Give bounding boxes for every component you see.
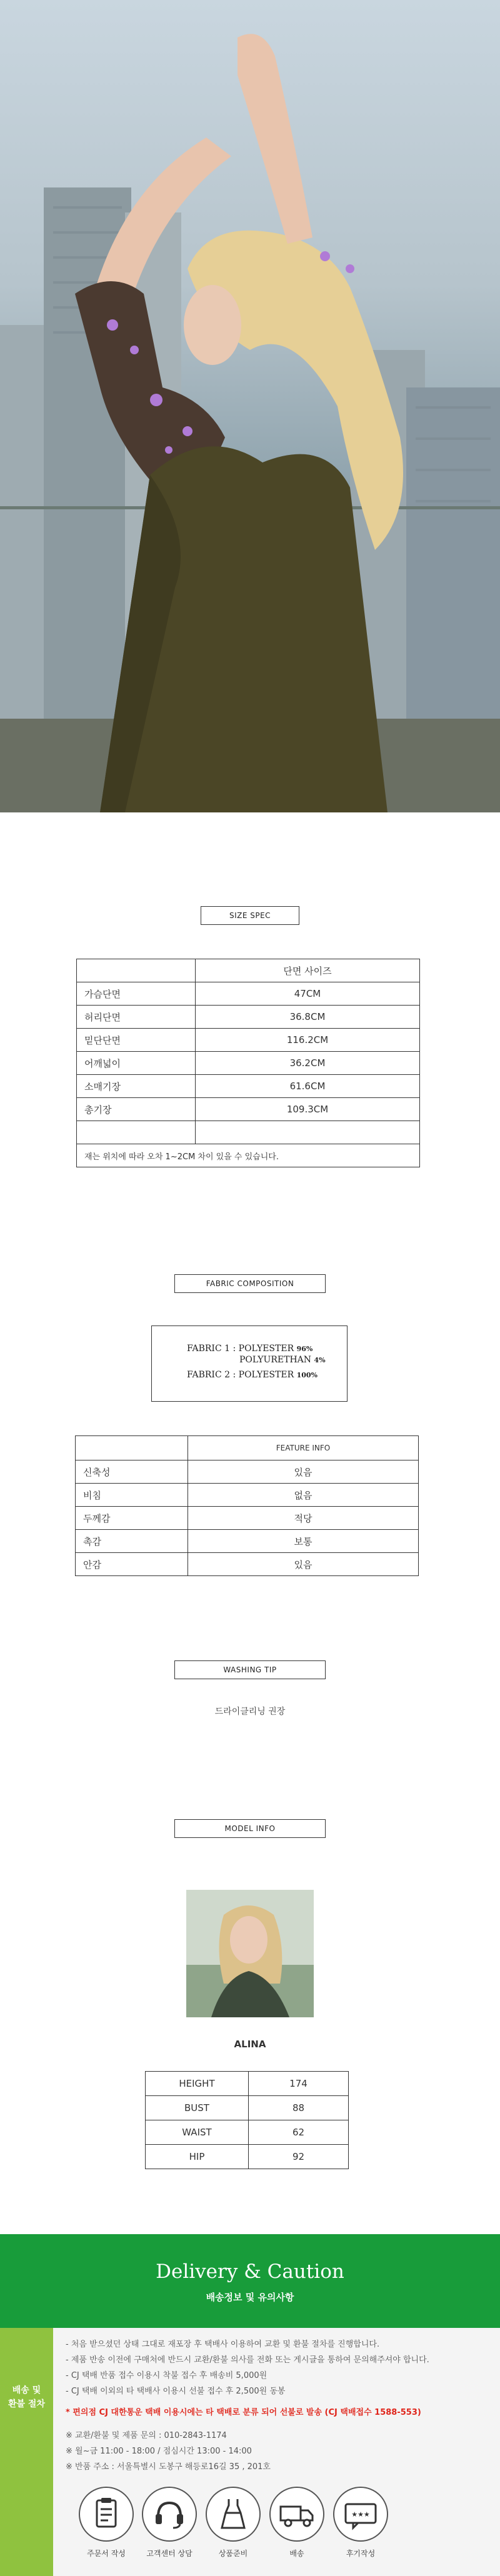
washing-title: WASHING TIP (0, 1660, 500, 1679)
row-value: 36.8CM (196, 1006, 420, 1029)
step-label: 후기작성 (346, 2549, 376, 2558)
caution-note: - 처음 받으셨던 상태 그대로 재포장 후 택배사 이용하여 교환 및 환불 절차를 진행합니다. (66, 2340, 380, 2349)
row-label: 비침 (76, 1484, 188, 1507)
table-cell (196, 1121, 420, 1144)
table-cell (77, 959, 196, 982)
row-label: WAIST (146, 2120, 249, 2145)
caution-contacts (66, 2428, 497, 2475)
table-cell (76, 1436, 188, 1460)
table-row (146, 2145, 349, 2169)
step-label: 고객센터 상담 (146, 2549, 192, 2558)
hero-illustration (0, 0, 500, 812)
fabric-line-1-label: FABRIC 1 : POLYESTER (187, 1344, 294, 1354)
row-label: HEIGHT (146, 2072, 249, 2096)
row-value: 61.6CM (196, 1075, 420, 1098)
row-value: 92 (249, 2145, 349, 2169)
table-row (77, 1144, 420, 1167)
table-row (77, 959, 420, 982)
row-label: 촉감 (76, 1530, 188, 1553)
feature-info-header: FEATURE INFO (188, 1436, 419, 1460)
row-value: 88 (249, 2096, 349, 2120)
review-icon (333, 2487, 388, 2542)
table-row (77, 1052, 420, 1075)
table-row (77, 1029, 420, 1052)
caution-side-label-line-2: 환불 절차 (8, 2399, 45, 2409)
model-illustration (186, 1890, 314, 2017)
size-spec-table (76, 959, 420, 1167)
row-label: 허리단면 (77, 1006, 196, 1029)
contact-line: ※ 월~금 11:00 - 18:00 / 점심시간 13:00 - 14:00 (66, 2447, 252, 2456)
table-row (77, 982, 420, 1006)
row-label: 두께감 (76, 1507, 188, 1530)
fabric-title: FABRIC COMPOSITION (0, 1274, 500, 1293)
row-value: 없음 (188, 1484, 419, 1507)
caution-note: - CJ 택배 반품 접수 이용시 착불 접수 후 배송비 5,000원 (66, 2371, 268, 2380)
row-value: 있음 (188, 1460, 419, 1484)
row-label: 총기장 (77, 1098, 196, 1121)
table-row (76, 1507, 419, 1530)
caution-note: - CJ 택배 이외의 타 택배사 이용시 선불 접수 후 2,500원 동봉 (66, 2387, 286, 2396)
caution-side-label (0, 2328, 53, 2576)
row-label: 가슴단면 (77, 982, 196, 1006)
table-row (77, 1006, 420, 1029)
row-value: 있음 (188, 1553, 419, 1576)
fabric-composition-box (151, 1325, 348, 1402)
row-value: 62 (249, 2120, 349, 2145)
row-value: 36.2CM (196, 1052, 420, 1075)
row-label: 소매기장 (77, 1075, 196, 1098)
row-value: 116.2CM (196, 1029, 420, 1052)
headset-icon (142, 2487, 197, 2542)
model-info-title: MODEL INFO (0, 1819, 500, 1838)
truck-icon (269, 2487, 324, 2542)
table-cell (77, 1121, 196, 1144)
caution-notes (66, 2337, 497, 2399)
table-row (76, 1553, 419, 1576)
row-value: 174 (249, 2072, 349, 2096)
fabric-line-2-label: POLYURETHAN (239, 1355, 312, 1365)
step-label: 상품준비 (218, 2549, 248, 2558)
table-row (76, 1436, 419, 1460)
fabric-line-3-label: FABRIC 2 : POLYESTER (187, 1370, 294, 1380)
step-label: 배송 (289, 2549, 304, 2558)
row-label: 어깨넓이 (77, 1052, 196, 1075)
caution-body (53, 2328, 500, 2576)
size-note: 재는 위치에 따라 오차 1~2CM 차이 있을 수 있습니다. (77, 1144, 420, 1167)
caution-side-label-line-1: 배송 및 (12, 2385, 41, 2395)
washing-tip-text: 드라이클리닝 권장 (214, 1707, 286, 1717)
table-row (76, 1460, 419, 1484)
table-row (77, 1075, 420, 1098)
row-value: 적당 (188, 1507, 419, 1530)
order-form-icon (79, 2487, 134, 2542)
dress-icon (206, 2487, 261, 2542)
hero-product-photo (0, 0, 500, 812)
table-row (77, 1098, 420, 1121)
table-row (146, 2096, 349, 2120)
caution-note: - 제품 반송 이전에 구매처에 반드시 교환/환불 의사를 전화 또는 게시글을 통하여 문의해주셔야 합니다. (66, 2355, 429, 2365)
step-review (323, 2487, 398, 2559)
row-label: 신축성 (76, 1460, 188, 1484)
step-label: 주문서 작성 (87, 2549, 126, 2558)
model-photo (186, 1890, 314, 2017)
delivery-subtitle: 배송정보 및 유의사항 (206, 2292, 294, 2303)
delivery-banner (0, 2234, 500, 2328)
row-label: 밑단단면 (77, 1029, 196, 1052)
delivery-title: Delivery & Caution (156, 2260, 344, 2283)
table-row (76, 1484, 419, 1507)
svg-text:★★★: ★★★ (351, 2510, 370, 2519)
model-name: ALINA (234, 2039, 266, 2050)
row-value: 보통 (188, 1530, 419, 1553)
row-value: 47CM (196, 982, 420, 1006)
fabric-line-3-percent: 100% (296, 1371, 318, 1379)
table-row (77, 1121, 420, 1144)
size-spec-title: SIZE SPEC (0, 906, 500, 925)
table-row (146, 2072, 349, 2096)
size-spec-header: 단면 사이즈 (196, 959, 420, 982)
table-row (146, 2120, 349, 2145)
table-row (76, 1530, 419, 1553)
row-label: BUST (146, 2096, 249, 2120)
contact-line: ※ 교환/환불 및 제품 문의 : 010-2843-1174 (66, 2431, 227, 2440)
fabric-line-2-percent: 4% (314, 1356, 326, 1364)
row-label: HIP (146, 2145, 249, 2169)
fabric-line-1-percent: 96% (296, 1345, 313, 1353)
caution-highlight: * 편의점 CJ 대한통운 택배 이용시에는 타 택배로 분류 되어 선불로 발송 (CJ 택배접수 1588-553) (66, 2408, 421, 2417)
row-value: 109.3CM (196, 1098, 420, 1121)
feature-info-table (75, 1435, 419, 1576)
contact-line: ※ 반품 주소 : 서울특별시 도봉구 해등로16길 35 , 201호 (66, 2462, 271, 2472)
row-label: 안감 (76, 1553, 188, 1576)
model-measurements-table (145, 2071, 349, 2169)
